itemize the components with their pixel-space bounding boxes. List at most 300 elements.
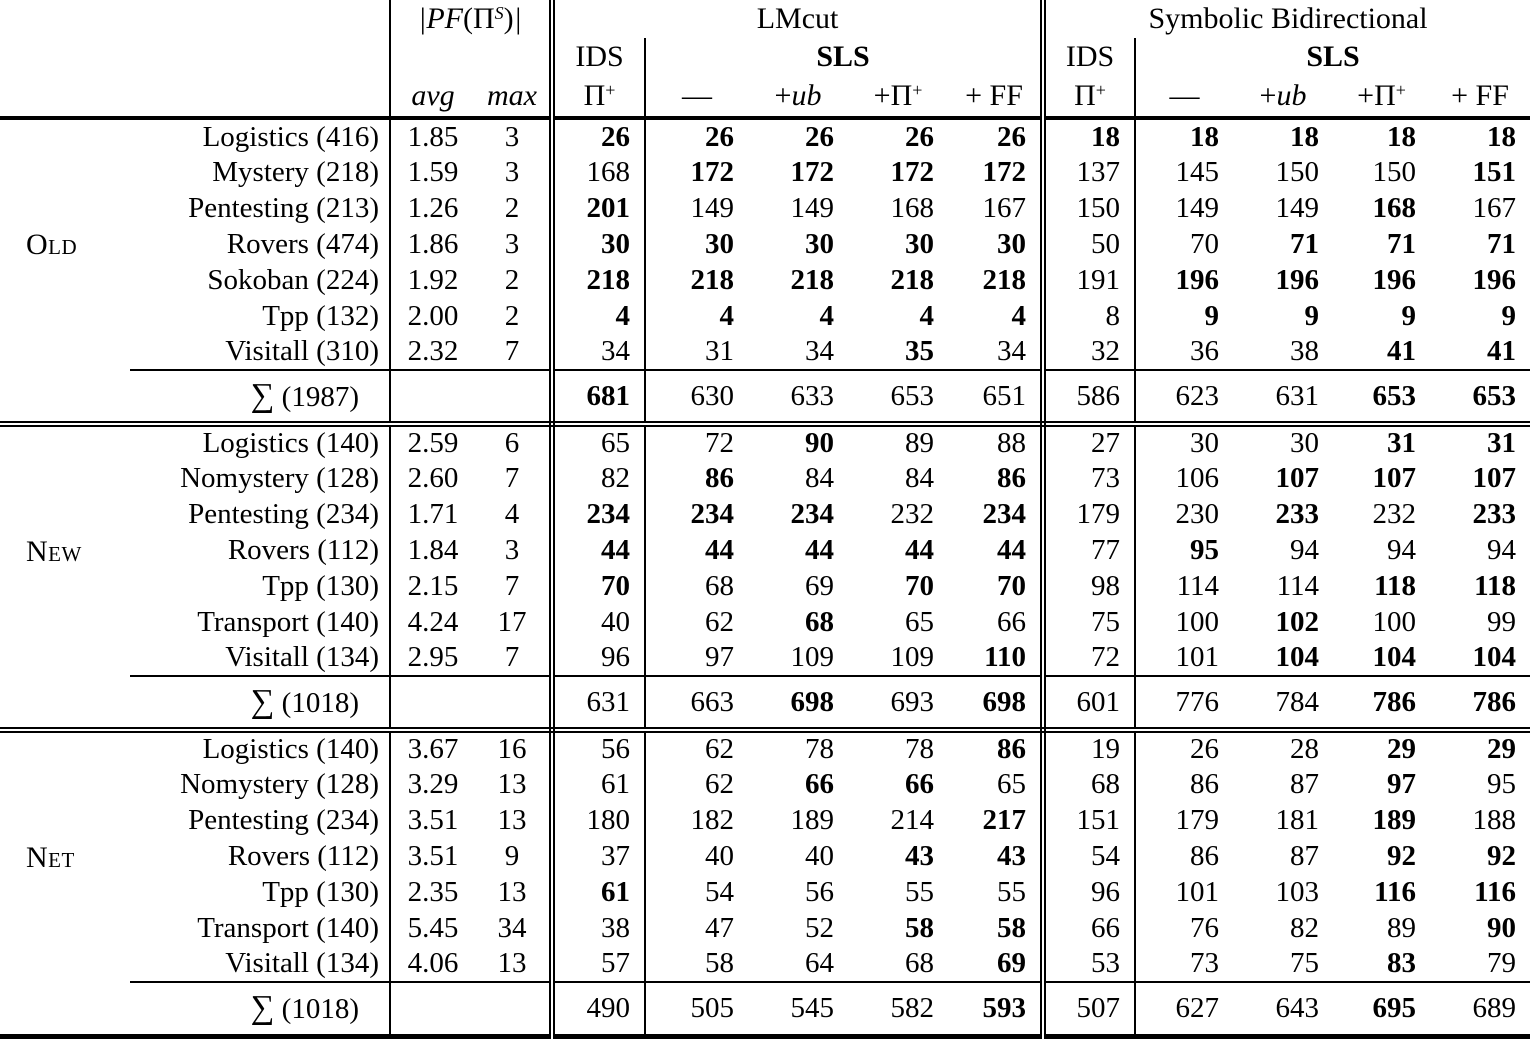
sls-value: 68 bbox=[848, 946, 948, 982]
pf-bar: | bbox=[418, 2, 427, 35]
sls-value: 79 bbox=[1430, 946, 1530, 982]
table-row bbox=[0, 190, 1530, 226]
table-row bbox=[0, 766, 1530, 802]
table-row bbox=[0, 154, 1530, 190]
sls-col-header-pi-lmcut bbox=[848, 76, 948, 118]
domain-label: Mystery (218) bbox=[130, 154, 390, 190]
pi-symbol: Π bbox=[473, 2, 495, 35]
sls-value: 68 bbox=[705, 569, 735, 602]
sum-value: 582 bbox=[848, 982, 948, 1036]
sls-value: 66 bbox=[805, 767, 835, 800]
sls-value: 71 bbox=[1387, 227, 1417, 260]
sum-value: 643 bbox=[1233, 982, 1333, 1036]
sls-value: 65 bbox=[948, 766, 1043, 802]
sum-value: 786 bbox=[1333, 676, 1430, 730]
sls-value: 71 bbox=[1290, 227, 1320, 260]
ids-value: 77 bbox=[1043, 532, 1135, 568]
domain-label: Pentesting (234) bbox=[130, 802, 390, 838]
avg-value: 1.92 bbox=[407, 263, 459, 296]
sls-value: 83 bbox=[1333, 946, 1430, 982]
ids-value: 66 bbox=[1043, 910, 1135, 946]
sls-value: 218 bbox=[790, 263, 835, 296]
sls-value: 151 bbox=[1472, 155, 1517, 188]
sls-value: 168 bbox=[890, 191, 935, 224]
sum-value: 653 bbox=[1333, 370, 1430, 424]
sls-value: 18 bbox=[1190, 120, 1220, 153]
table-row bbox=[0, 640, 1530, 676]
sls-value: 172 bbox=[890, 155, 935, 188]
ids-value: 72 bbox=[1043, 640, 1135, 676]
ids-value: 96 bbox=[1043, 874, 1135, 910]
dash-label: — bbox=[682, 79, 713, 112]
sls-value: 43 bbox=[948, 838, 1043, 874]
plus-superscript: + bbox=[1095, 80, 1106, 100]
avg-column-header: avg bbox=[390, 76, 475, 118]
ids-value: 44 bbox=[552, 532, 645, 568]
domain-label: Nomystery (128) bbox=[130, 766, 390, 802]
sum-value: 507 bbox=[1043, 982, 1135, 1036]
ids-header-symbolic: IDS bbox=[1043, 38, 1135, 76]
sls-value: 116 bbox=[1374, 875, 1417, 908]
ids-value: 19 bbox=[1043, 730, 1135, 766]
plus-label: + bbox=[1357, 79, 1375, 112]
sls-value: 56 bbox=[805, 875, 835, 908]
ids-value: 191 bbox=[1043, 262, 1135, 298]
sls-value: 89 bbox=[1387, 911, 1417, 944]
sum-value: 601 bbox=[1043, 676, 1135, 730]
sls-value: 217 bbox=[948, 802, 1043, 838]
sls-value: 26 bbox=[705, 120, 735, 153]
ids-value: 53 bbox=[1043, 946, 1135, 982]
sls-header-lmcut: SLS bbox=[645, 38, 1043, 76]
sls-value: 109 bbox=[748, 640, 848, 676]
avg-value: 2.00 bbox=[407, 299, 459, 332]
plus-label: + bbox=[873, 79, 891, 112]
sls-value: 196 bbox=[1275, 263, 1320, 296]
ids-header-lmcut: IDS bbox=[552, 38, 645, 76]
sls-col-header-ub-lmcut bbox=[748, 76, 848, 118]
header-spacer bbox=[0, 38, 390, 76]
pf-column-header bbox=[390, 0, 552, 38]
sum-value: 784 bbox=[1233, 676, 1333, 730]
sls-value: 34 bbox=[748, 334, 848, 370]
sls-value: 114 bbox=[1276, 569, 1320, 602]
sum-value: 693 bbox=[848, 676, 948, 730]
ids-value: 150 bbox=[1043, 190, 1135, 226]
sls-value: 4 bbox=[948, 298, 1043, 334]
sum-value: 651 bbox=[948, 370, 1043, 424]
sls-value: 18 bbox=[1487, 120, 1517, 153]
domain-label: Visitall (310) bbox=[130, 334, 390, 370]
domain-label: Logistics (140) bbox=[130, 424, 390, 460]
sls-value: 90 bbox=[805, 427, 835, 459]
sum-value: 490 bbox=[552, 982, 645, 1036]
sls-value: 62 bbox=[705, 767, 735, 800]
sls-value: 26 bbox=[1190, 733, 1220, 765]
domain-label: Transport (140) bbox=[130, 910, 390, 946]
table-body bbox=[0, 118, 1530, 1036]
sls-value: 30 bbox=[805, 227, 835, 260]
table-row bbox=[0, 298, 1530, 334]
plus-superscript: + bbox=[605, 80, 616, 100]
sum-value: 681 bbox=[552, 370, 645, 424]
table-row bbox=[0, 874, 1530, 910]
pi-symbol: Π bbox=[1074, 79, 1096, 112]
sls-value: 29 bbox=[1387, 733, 1417, 765]
sls-value: 86 bbox=[948, 730, 1043, 766]
sls-value: 109 bbox=[848, 640, 948, 676]
table-row bbox=[0, 604, 1530, 640]
domain-label: Rovers (474) bbox=[130, 226, 390, 262]
symbolic-group-header: Symbolic Bidirectional bbox=[1148, 2, 1428, 35]
table-row bbox=[0, 496, 1530, 532]
sum-value: 776 bbox=[1135, 676, 1233, 730]
domain-label: Nomystery (128) bbox=[130, 460, 390, 496]
domain-label: Visitall (134) bbox=[130, 946, 390, 982]
plus-superscript: + bbox=[912, 80, 923, 100]
max-value: 13 bbox=[475, 766, 552, 802]
max-value: 7 bbox=[475, 568, 552, 604]
domain-label: Pentesting (213) bbox=[130, 190, 390, 226]
domain-label: Logistics (140) bbox=[130, 730, 390, 766]
ids-value: 137 bbox=[1043, 154, 1135, 190]
sls-value: 116 bbox=[1474, 875, 1517, 908]
domain-label: Tpp (132) bbox=[130, 298, 390, 334]
sum-value: 505 bbox=[645, 982, 748, 1036]
sls-value: 65 bbox=[905, 605, 935, 638]
avg-value: 1.84 bbox=[407, 533, 459, 566]
domain-label: Transport (140) bbox=[130, 604, 390, 640]
sls-value: 70 bbox=[1190, 227, 1220, 260]
max-value: 7 bbox=[475, 460, 552, 496]
avg-value: 2.15 bbox=[407, 569, 459, 602]
sls-value: 89 bbox=[905, 427, 935, 459]
sls-value: 69 bbox=[805, 569, 835, 602]
sls-value: 76 bbox=[1190, 911, 1220, 944]
sls-value: 29 bbox=[1487, 733, 1517, 765]
sls-value: 69 bbox=[948, 946, 1043, 982]
sum-count: (1987) bbox=[274, 381, 359, 413]
max-value: 13 bbox=[475, 874, 552, 910]
ids-value: 234 bbox=[552, 496, 645, 532]
ids-value: 68 bbox=[1043, 766, 1135, 802]
domain-label: Logistics (416) bbox=[130, 118, 390, 154]
sls-value: 66 bbox=[905, 767, 935, 800]
sls-value: 172 bbox=[790, 155, 835, 188]
sls-value: 44 bbox=[948, 532, 1043, 568]
sls-value: 30 bbox=[705, 227, 735, 260]
sls-value: 43 bbox=[905, 839, 935, 872]
sum-value: 630 bbox=[645, 370, 748, 424]
sls-value: 99 bbox=[1487, 605, 1517, 638]
ids-value: 4 bbox=[552, 298, 645, 334]
avg-value: 2.60 bbox=[407, 461, 459, 494]
ids-value: 61 bbox=[552, 874, 645, 910]
avg-value: 1.86 bbox=[407, 227, 459, 260]
sls-col-header-dash-lmcut bbox=[645, 76, 748, 118]
sls-value: 44 bbox=[805, 533, 835, 566]
sls-value: 72 bbox=[705, 427, 735, 459]
sls-value: 233 bbox=[1275, 497, 1320, 530]
max-value: 4 bbox=[475, 496, 552, 532]
sls-value: 86 bbox=[705, 461, 735, 494]
sls-value: 107 bbox=[1472, 461, 1517, 494]
domain-label: Tpp (130) bbox=[130, 568, 390, 604]
sum-value: 627 bbox=[1135, 982, 1233, 1036]
sum-value: 653 bbox=[1430, 370, 1530, 424]
ids-value: 30 bbox=[552, 226, 645, 262]
sls-value: 78 bbox=[905, 733, 935, 765]
ff-label: + FF bbox=[1451, 79, 1509, 112]
table-row bbox=[0, 118, 1530, 154]
sls-value: 102 bbox=[1275, 605, 1320, 638]
ids-value: 82 bbox=[552, 460, 645, 496]
table-row bbox=[0, 910, 1530, 946]
sum-row bbox=[0, 982, 1530, 1036]
sls-value: 70 bbox=[905, 569, 935, 602]
sls-value: 31 bbox=[1387, 427, 1417, 459]
ids-value: 179 bbox=[1043, 496, 1135, 532]
ids-value: 61 bbox=[552, 766, 645, 802]
table-row bbox=[0, 532, 1530, 568]
avg-value: 3.29 bbox=[407, 767, 459, 800]
sum-count: (1018) bbox=[274, 993, 359, 1026]
sls-value: 38 bbox=[1233, 334, 1333, 370]
sls-value: 40 bbox=[805, 839, 835, 872]
sls-value: 86 bbox=[1190, 767, 1220, 800]
table-row bbox=[0, 730, 1530, 766]
pi-symbol: Π bbox=[890, 79, 913, 112]
sls-value: 58 bbox=[645, 946, 748, 982]
sls-value: 18 bbox=[1387, 120, 1417, 153]
sls-value: 55 bbox=[905, 875, 935, 908]
sls-value: 149 bbox=[1175, 191, 1220, 224]
sls-value: 218 bbox=[948, 262, 1043, 298]
sls-value: 100 bbox=[1175, 605, 1220, 638]
sls-value: 189 bbox=[790, 803, 835, 836]
sum-label bbox=[0, 370, 390, 424]
ids-value: 18 bbox=[1043, 118, 1135, 154]
sls-col-header-ub-symbolic bbox=[1233, 76, 1333, 118]
sls-value: 62 bbox=[705, 605, 735, 638]
sls-value: 9 bbox=[1401, 299, 1417, 332]
sls-value: 97 bbox=[645, 640, 748, 676]
sls-value: 234 bbox=[948, 496, 1043, 532]
avg-value: 4.24 bbox=[407, 605, 459, 638]
sls-value: 30 bbox=[948, 226, 1043, 262]
sls-value: 84 bbox=[805, 461, 835, 494]
sls-value: 18 bbox=[1290, 120, 1320, 153]
group-label: New bbox=[26, 534, 82, 568]
domain-label: Rovers (112) bbox=[130, 838, 390, 874]
sum-value: 631 bbox=[552, 676, 645, 730]
sls-value: 41 bbox=[1333, 334, 1430, 370]
sls-value: 188 bbox=[1472, 803, 1517, 836]
ids-value: 73 bbox=[1043, 460, 1135, 496]
sls-value: 30 bbox=[905, 227, 935, 260]
sls-value: 44 bbox=[705, 533, 735, 566]
sls-value: 4 bbox=[719, 299, 735, 332]
sum-value: 698 bbox=[748, 676, 848, 730]
avg-value: 2.59 bbox=[407, 427, 459, 459]
sls-value: 90 bbox=[1487, 911, 1517, 944]
table-row bbox=[0, 424, 1530, 460]
max-value: 3 bbox=[475, 226, 552, 262]
sls-value: 87 bbox=[1290, 839, 1320, 872]
sum-value: 545 bbox=[748, 982, 848, 1036]
sigma-symbol: ∑ bbox=[250, 683, 275, 720]
ids-value: 54 bbox=[1043, 838, 1135, 874]
sls-value: 95 bbox=[1487, 767, 1517, 800]
sls-value: 75 bbox=[1233, 946, 1333, 982]
ids-value: 168 bbox=[552, 154, 645, 190]
sls-value: 9 bbox=[1204, 299, 1220, 332]
avg-value: 4.06 bbox=[390, 946, 475, 982]
sls-value: 104 bbox=[1430, 640, 1530, 676]
sls-value: 172 bbox=[948, 154, 1043, 190]
sls-value: 94 bbox=[1387, 533, 1417, 566]
sls-value: 95 bbox=[1190, 533, 1220, 566]
sigma-symbol: ∑ bbox=[250, 377, 275, 414]
sls-value: 28 bbox=[1290, 733, 1320, 765]
ids-value: 201 bbox=[552, 190, 645, 226]
sum-value: 689 bbox=[1430, 982, 1530, 1036]
max-value: 16 bbox=[475, 730, 552, 766]
domain-label: Tpp (130) bbox=[130, 874, 390, 910]
sls-value: 40 bbox=[705, 839, 735, 872]
pi-symbol: Π bbox=[583, 79, 606, 112]
pf-paren-close: ) bbox=[503, 2, 514, 35]
sls-value: 182 bbox=[690, 803, 735, 836]
sls-value: 30 bbox=[1190, 427, 1220, 459]
table-row bbox=[0, 226, 1530, 262]
avg-value: 1.26 bbox=[407, 191, 459, 224]
sls-value: 234 bbox=[690, 497, 735, 530]
sls-value: 150 bbox=[1372, 155, 1417, 188]
max-value: 3 bbox=[475, 532, 552, 568]
sls-value: 68 bbox=[805, 605, 835, 638]
pi-plus-header-symbolic bbox=[1043, 76, 1135, 118]
avg-value: 2.35 bbox=[407, 875, 459, 908]
sls-value: 168 bbox=[1372, 191, 1417, 224]
domain-label: Rovers (112) bbox=[130, 532, 390, 568]
sls-value: 41 bbox=[1430, 334, 1530, 370]
sls-value: 167 bbox=[948, 190, 1043, 226]
sls-value: 230 bbox=[1175, 497, 1220, 530]
sls-value: 149 bbox=[790, 191, 835, 224]
sls-value: 26 bbox=[805, 120, 835, 153]
sls-value: 145 bbox=[1175, 155, 1220, 188]
ff-label: + FF bbox=[965, 79, 1023, 112]
sls-col-header-ff-lmcut bbox=[948, 76, 1043, 118]
ids-value: 96 bbox=[552, 640, 645, 676]
sls-value: 101 bbox=[1175, 875, 1220, 908]
sum-row bbox=[0, 370, 1530, 424]
sls-value: 179 bbox=[1175, 803, 1220, 836]
max-value: 2 bbox=[475, 298, 552, 334]
sls-value: 26 bbox=[905, 120, 935, 153]
table-row bbox=[0, 838, 1530, 874]
sls-value: 107 bbox=[1372, 461, 1417, 494]
sls-value: 84 bbox=[905, 461, 935, 494]
group-label: Net bbox=[26, 840, 75, 874]
ids-value: 27 bbox=[1043, 424, 1135, 460]
sum-value: 663 bbox=[645, 676, 748, 730]
avg-value: 2.95 bbox=[390, 640, 475, 676]
avg-value: 3.67 bbox=[407, 733, 459, 765]
domain-label: Pentesting (234) bbox=[130, 496, 390, 532]
sum-value: 695 bbox=[1333, 982, 1430, 1036]
ids-value: 98 bbox=[1043, 568, 1135, 604]
sls-value: 94 bbox=[1487, 533, 1517, 566]
sls-value: 233 bbox=[1472, 497, 1517, 530]
max-value: 34 bbox=[475, 910, 552, 946]
sls-value: 110 bbox=[948, 640, 1043, 676]
sls-value: 4 bbox=[919, 299, 935, 332]
ub-label: ub bbox=[791, 79, 822, 112]
dash-label: — bbox=[1169, 79, 1200, 112]
max-value: 9 bbox=[475, 838, 552, 874]
header-spacer bbox=[0, 0, 390, 38]
ids-value: 38 bbox=[552, 910, 645, 946]
sls-value: 70 bbox=[948, 568, 1043, 604]
sls-value: 100 bbox=[1372, 605, 1417, 638]
sls-value: 101 bbox=[1135, 640, 1233, 676]
sls-value: 103 bbox=[1275, 875, 1320, 908]
max-column-header: max bbox=[475, 76, 552, 118]
ids-value: 218 bbox=[552, 262, 645, 298]
max-value: 3 bbox=[475, 118, 552, 154]
max-value: 6 bbox=[475, 424, 552, 460]
max-value: 13 bbox=[475, 946, 552, 982]
sum-label bbox=[0, 982, 390, 1036]
sls-value: 35 bbox=[848, 334, 948, 370]
sls-value: 62 bbox=[705, 733, 735, 765]
sls-col-header-pi-symbolic bbox=[1333, 76, 1430, 118]
header-row-methods bbox=[0, 38, 1530, 76]
table-row bbox=[0, 802, 1530, 838]
sls-value: 104 bbox=[1333, 640, 1430, 676]
sum-max-empty bbox=[475, 676, 552, 730]
sls-value: 107 bbox=[1275, 461, 1320, 494]
max-value: 2 bbox=[475, 262, 552, 298]
sls-value: 196 bbox=[1472, 263, 1517, 296]
sum-value: 653 bbox=[848, 370, 948, 424]
sls-value: 118 bbox=[1474, 569, 1517, 602]
plus-label: + bbox=[774, 79, 792, 112]
sls-value: 71 bbox=[1487, 227, 1517, 260]
ids-value: 37 bbox=[552, 838, 645, 874]
sls-col-header-ff-symbolic bbox=[1430, 76, 1530, 118]
sls-value: 114 bbox=[1176, 569, 1220, 602]
sls-value: 214 bbox=[890, 803, 935, 836]
sls-value: 4 bbox=[819, 299, 835, 332]
sls-value: 150 bbox=[1275, 155, 1320, 188]
ids-value: 75 bbox=[1043, 604, 1135, 640]
avg-value: 1.85 bbox=[407, 120, 459, 153]
sls-value: 87 bbox=[1290, 767, 1320, 800]
sls-value: 149 bbox=[690, 191, 735, 224]
ids-value: 34 bbox=[552, 334, 645, 370]
sum-label bbox=[0, 676, 390, 730]
ids-value: 70 bbox=[552, 568, 645, 604]
table-row bbox=[0, 568, 1530, 604]
sls-value: 31 bbox=[1487, 427, 1517, 459]
pf-superscript: S bbox=[494, 3, 504, 23]
domain-label: Sokoban (224) bbox=[130, 262, 390, 298]
lmcut-group-header: LMcut bbox=[552, 0, 1043, 38]
max-value: 7 bbox=[475, 334, 552, 370]
